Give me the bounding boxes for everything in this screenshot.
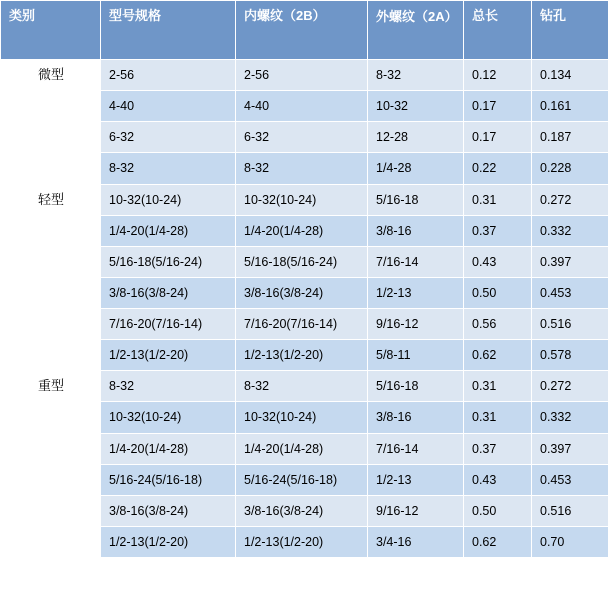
cell-external-thread: 9/16-12	[368, 495, 464, 526]
cell-internal-thread: 1/2-13(1/2-20)	[236, 340, 368, 371]
cell-external-thread: 10-32	[368, 91, 464, 122]
cell-total-length: 0.31	[464, 371, 532, 402]
cell-external-thread: 3/4-16	[368, 526, 464, 557]
cell-total-length: 0.22	[464, 153, 532, 184]
column-header-external-thread: 外螺纹（2A）	[368, 1, 464, 60]
column-header-internal-thread: 内螺纹（2B）	[236, 1, 368, 60]
cell-internal-thread: 4-40	[236, 91, 368, 122]
cell-external-thread: 1/2-13	[368, 277, 464, 308]
cell-internal-thread: 10-32(10-24)	[236, 402, 368, 433]
cell-internal-thread: 1/2-13(1/2-20)	[236, 526, 368, 557]
column-header-model-spec: 型号规格	[101, 1, 236, 60]
cell-model-spec: 5/16-18(5/16-24)	[101, 246, 236, 277]
cell-internal-thread: 10-32(10-24)	[236, 184, 368, 215]
cell-model-spec: 10-32(10-24)	[101, 184, 236, 215]
cell-internal-thread: 2-56	[236, 60, 368, 91]
cell-external-thread: 5/16-18	[368, 184, 464, 215]
category-cell: 重型	[1, 371, 101, 558]
cell-external-thread: 9/16-12	[368, 309, 464, 340]
cell-external-thread: 1/2-13	[368, 464, 464, 495]
cell-drill-hole: 0.332	[532, 215, 608, 246]
cell-internal-thread: 6-32	[236, 122, 368, 153]
cell-model-spec: 7/16-20(7/16-14)	[101, 309, 236, 340]
cell-drill-hole: 0.397	[532, 433, 608, 464]
table-header	[1, 1, 608, 60]
cell-drill-hole: 0.397	[532, 246, 608, 277]
cell-external-thread: 12-28	[368, 122, 464, 153]
cell-total-length: 0.50	[464, 277, 532, 308]
cell-total-length: 0.31	[464, 402, 532, 433]
cell-model-spec: 8-32	[101, 371, 236, 402]
cell-drill-hole: 0.453	[532, 464, 608, 495]
cell-total-length: 0.62	[464, 340, 532, 371]
cell-total-length: 0.37	[464, 215, 532, 246]
cell-internal-thread: 8-32	[236, 371, 368, 402]
cell-model-spec: 4-40	[101, 91, 236, 122]
cell-drill-hole: 0.228	[532, 153, 608, 184]
cell-drill-hole: 0.453	[532, 277, 608, 308]
cell-internal-thread: 3/8-16(3/8-24)	[236, 495, 368, 526]
cell-model-spec: 3/8-16(3/8-24)	[101, 495, 236, 526]
cell-internal-thread: 5/16-18(5/16-24)	[236, 246, 368, 277]
cell-external-thread: 8-32	[368, 60, 464, 91]
cell-total-length: 0.50	[464, 495, 532, 526]
cell-external-thread: 5/16-18	[368, 371, 464, 402]
cell-drill-hole: 0.516	[532, 309, 608, 340]
cell-external-thread: 7/16-14	[368, 246, 464, 277]
cell-drill-hole: 0.187	[532, 122, 608, 153]
cell-drill-hole: 0.134	[532, 60, 608, 91]
header-row	[1, 1, 608, 60]
cell-model-spec: 1/2-13(1/2-20)	[101, 340, 236, 371]
cell-total-length: 0.17	[464, 122, 532, 153]
cell-internal-thread: 3/8-16(3/8-24)	[236, 277, 368, 308]
cell-model-spec: 10-32(10-24)	[101, 402, 236, 433]
cell-total-length: 0.31	[464, 184, 532, 215]
cell-model-spec: 1/4-20(1/4-28)	[101, 433, 236, 464]
column-header-category: 类别	[1, 1, 101, 60]
cell-model-spec: 3/8-16(3/8-24)	[101, 277, 236, 308]
cell-external-thread: 3/8-16	[368, 215, 464, 246]
cell-external-thread: 3/8-16	[368, 402, 464, 433]
category-cell: 轻型	[1, 184, 101, 371]
cell-total-length: 0.56	[464, 309, 532, 340]
category-cell: 微型	[1, 60, 101, 185]
column-header-total-length: 总长	[464, 1, 532, 60]
cell-model-spec: 8-32	[101, 153, 236, 184]
cell-drill-hole: 0.332	[532, 402, 608, 433]
table-row	[1, 184, 608, 215]
table-row	[1, 60, 608, 91]
cell-total-length: 0.43	[464, 464, 532, 495]
cell-drill-hole: 0.161	[532, 91, 608, 122]
cell-external-thread: 1/4-28	[368, 153, 464, 184]
cell-total-length: 0.43	[464, 246, 532, 277]
cell-internal-thread: 1/4-20(1/4-28)	[236, 215, 368, 246]
cell-model-spec: 2-56	[101, 60, 236, 91]
cell-drill-hole: 0.70	[532, 526, 608, 557]
cell-external-thread: 5/8-11	[368, 340, 464, 371]
cell-total-length: 0.62	[464, 526, 532, 557]
cell-external-thread: 7/16-14	[368, 433, 464, 464]
cell-model-spec: 6-32	[101, 122, 236, 153]
cell-model-spec: 5/16-24(5/16-18)	[101, 464, 236, 495]
cell-drill-hole: 0.516	[532, 495, 608, 526]
cell-total-length: 0.12	[464, 60, 532, 91]
cell-model-spec: 1/4-20(1/4-28)	[101, 215, 236, 246]
cell-model-spec: 1/2-13(1/2-20)	[101, 526, 236, 557]
table-row	[1, 371, 608, 402]
cell-total-length: 0.37	[464, 433, 532, 464]
column-header-drill-hole: 钻孔	[532, 1, 608, 60]
cell-drill-hole: 0.272	[532, 184, 608, 215]
cell-internal-thread: 7/16-20(7/16-14)	[236, 309, 368, 340]
cell-internal-thread: 8-32	[236, 153, 368, 184]
table-body	[1, 60, 608, 558]
cell-drill-hole: 0.272	[532, 371, 608, 402]
cell-internal-thread: 1/4-20(1/4-28)	[236, 433, 368, 464]
cell-total-length: 0.17	[464, 91, 532, 122]
cell-internal-thread: 5/16-24(5/16-18)	[236, 464, 368, 495]
cell-drill-hole: 0.578	[532, 340, 608, 371]
